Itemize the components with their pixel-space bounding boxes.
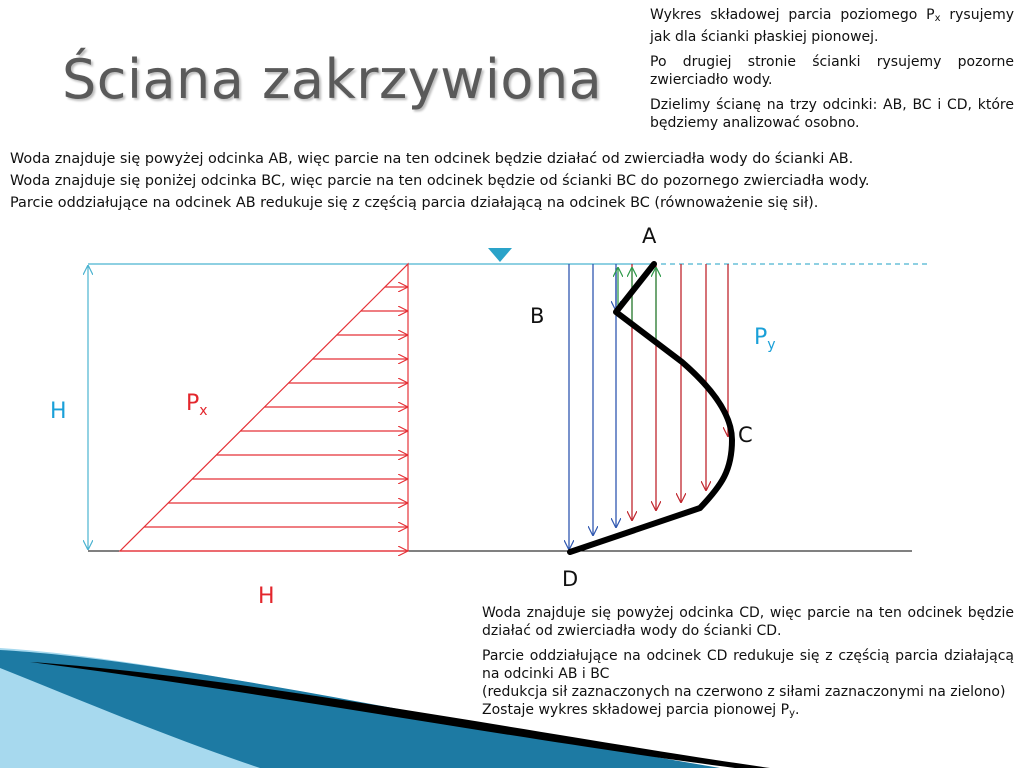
note-cd: Woda znajduje się powyżej odcinka CD, więc parcie na ten odcinek będzie działać od zwierciadła wody do ścianki CD. — [482, 605, 1014, 639]
decorative-corner — [0, 648, 770, 768]
point-label-c: C — [738, 423, 753, 447]
note-ab-bc-balance: Parcie oddziałujące na odcinek AB redukuje się z częścią parcia działającą na odcinek BC (równoważenie się sił). — [10, 195, 819, 211]
slide-title: Ściana zakrzywiona — [62, 48, 603, 111]
point-label-d: D — [562, 567, 579, 591]
note-reduction-colors: (redukcja sił zaznaczonych na czerwono z siłami zaznaczonymi na zielono) — [482, 684, 1006, 700]
note-apparent-surface: Po drugiej stronie ścianki rysujemy pozorne zwierciadło wody. — [650, 54, 1014, 88]
note-py-tail: . — [795, 702, 800, 718]
point-label-a: A — [642, 224, 657, 248]
note-ab: Woda znajduje się powyżej odcinka AB, więc parcie na ten odcinek będzie działać od zwierciadła wody do ścianki AB. — [10, 151, 854, 167]
note-px-text: Wykres składowej parcia poziomego P — [650, 7, 935, 23]
note-py-text: Zostaje wykres składowej parcia pionowej P — [482, 702, 790, 718]
base-label-h: H — [258, 584, 275, 609]
curved-wall — [570, 264, 732, 552]
px-pressure-diagram — [120, 264, 408, 551]
depth-label-h: H — [50, 399, 67, 424]
note-cd-reduction: Parcie oddziałujące na odcinek CD redukuje się z częścią parcia działającą na odcinki AB i BC — [482, 648, 1014, 682]
px-label: $P_x$ — [186, 391, 208, 419]
point-label-b: B — [530, 304, 545, 328]
note-px-tail: rysujemy jak dla ścianki płaskiej pionowej. — [650, 7, 1015, 45]
note-py-sub: y — [789, 708, 796, 719]
water-surface-marker — [488, 248, 512, 262]
py-label: $P_y$ — [754, 325, 776, 353]
note-bc: Woda znajduje się poniżej odcinka BC, więc parcie na ten odcinek będzie od ścianki BC do pozornego zwierciadła wody. — [10, 173, 870, 189]
note-three-segments: Dzielimy ścianę na trzy odcinki: AB, BC i CD, które będziemy analizować osobno. — [650, 97, 1014, 131]
note-px-sub: x — [934, 13, 941, 24]
